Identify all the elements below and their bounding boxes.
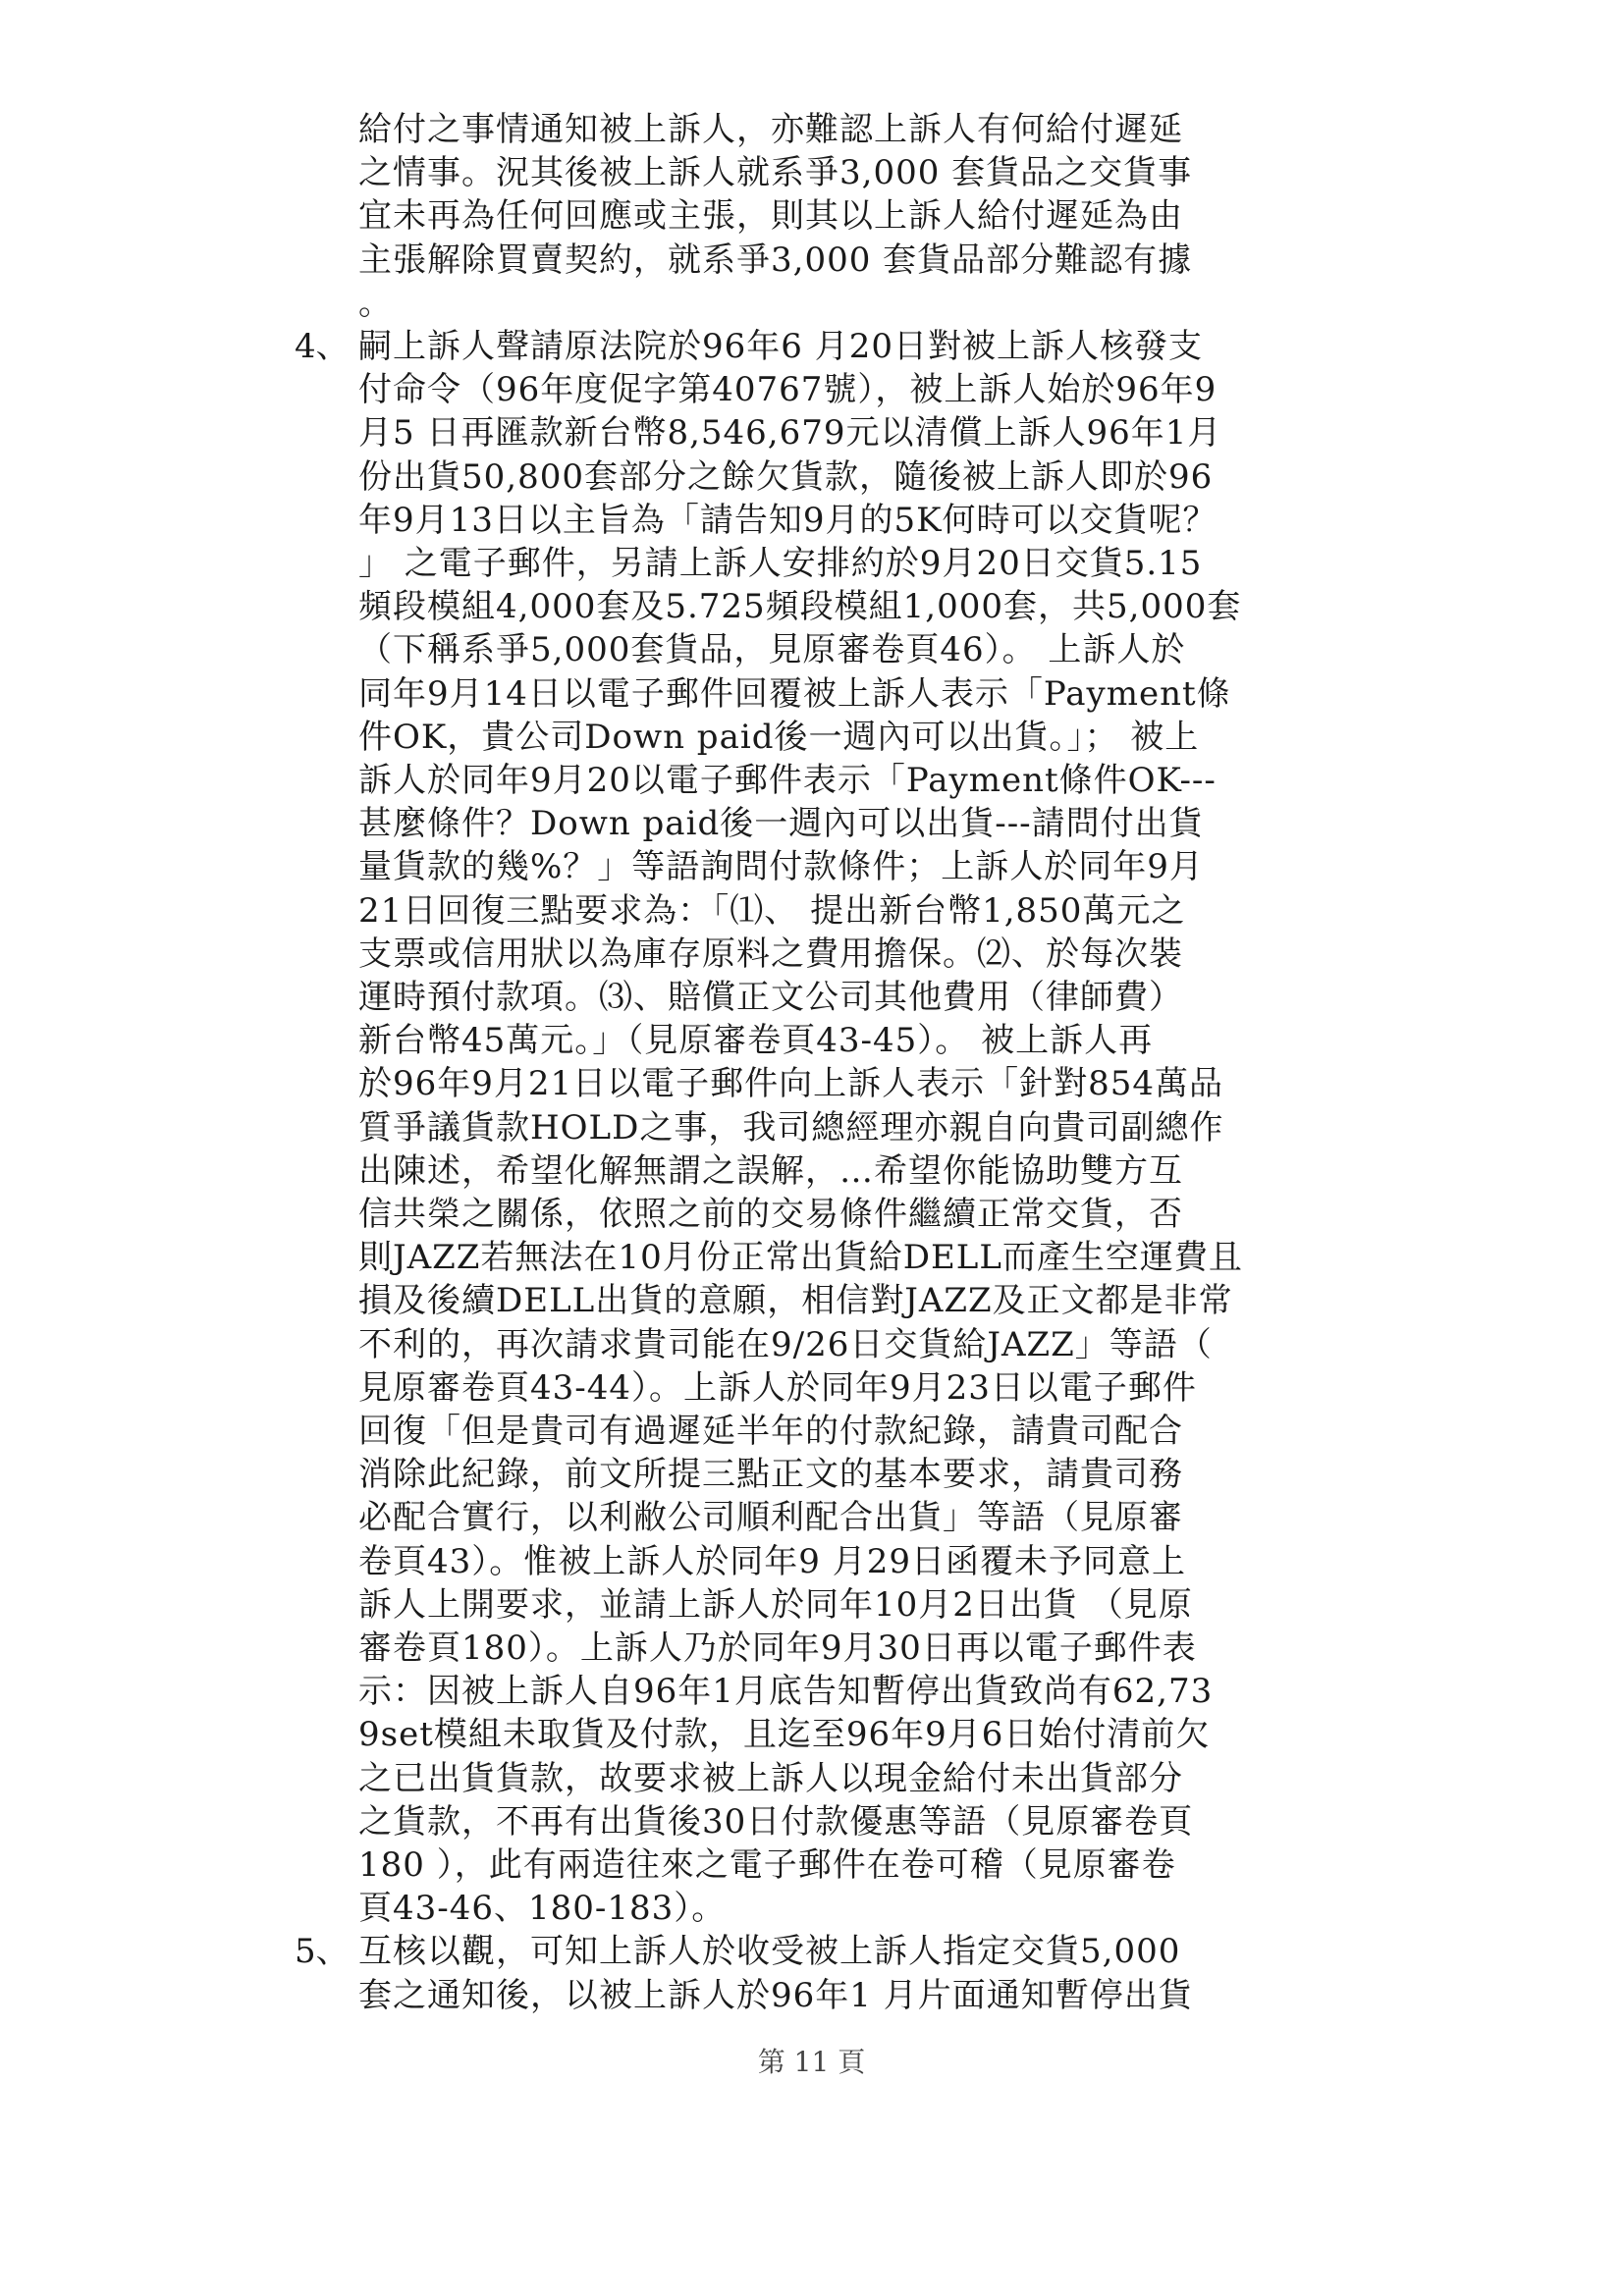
- text-line: 不利的，再次請求貴司能在9/26日交貨給JAZZ」等語（: [358, 1324, 1213, 1364]
- text-line: 互核以觀，可知上訴人於收受被上訴人指定交貨5,000: [358, 1932, 1181, 1972]
- text-line: 頁43-46、180-183）。: [358, 1889, 727, 1929]
- text-line: 同年9月14日以電子郵件回覆被上訴人表示「Payment條: [358, 673, 1231, 714]
- text-line: 則JAZZ若無法在10月份正常出貨給DELL而產生空運費且: [358, 1238, 1243, 1278]
- text-line: 出陳述，希望化解無謂之誤解，…希望你能協助雙方互: [358, 1150, 1183, 1191]
- text-line: 份出貨50,800套部分之餘欠貨款，隨後被上訴人即於96: [358, 456, 1214, 497]
- text-line: 回復「但是貴司有過遲延半年的付款紀錄，請貴司配合: [358, 1412, 1183, 1451]
- text-line: 運時預付款項。⑶、賠償正文公司其他費用（律師費）: [358, 978, 1183, 1017]
- text-line: 件OK，貴公司Down paid後一週內可以出貨。」； 被上: [358, 717, 1200, 757]
- text-line: 年9月13日以主旨為「請告知9月的5K何時可以交貨呢？: [358, 500, 1217, 540]
- text-line: 甚麼條件？Down paid後一週內可以出貨---請問付出貨: [358, 804, 1204, 844]
- text-line: 於96年9月21日以電子郵件向上訴人表示「針對854萬品: [358, 1064, 1224, 1104]
- text-line: 示：因被上訴人自96年1月底告知暫停出貨致尚有62,73: [358, 1672, 1214, 1712]
- text-line: 給付之事情通知被上訴人，亦難認上訴人有何給付遲延: [358, 110, 1183, 149]
- text-line: 宜未再為任何回應或主張，則其以上訴人給付遲延為由: [358, 196, 1183, 237]
- text-line: 見原審卷頁43-44）。上訴人於同年9月23日以電子郵件: [358, 1367, 1197, 1408]
- text-line: 月5 日再匯款新台幣8,546,679元以清償上訴人96年1月: [358, 413, 1222, 454]
- text-line: 頻段模組4,000套及5.725頻段模組1,000套，共5,000套: [358, 587, 1242, 627]
- text-line: 嗣上訴人聲請原法院於96年6 月20日對被上訴人核發支: [358, 327, 1203, 366]
- text-line: 信共榮之關係，依照之前的交易條件繼續正常交貨，否: [358, 1195, 1183, 1234]
- text-line: 之情事。況其後被上訴人就系爭3,000 套貨品之交貨事: [358, 153, 1193, 193]
- text-line: 審卷頁180）。上訴人乃於同年9月30日再以電子郵件表: [358, 1629, 1197, 1668]
- text-line: 支票或信用狀以為庫存原料之費用擔保。⑵、於每次裝: [358, 934, 1183, 974]
- text-line: 套之通知後，以被上訴人於96年1 月片面通知暫停出貨: [358, 1975, 1193, 2015]
- list-item-number: 5、: [295, 1932, 350, 1972]
- text-line: 質爭議貨款HOLD之事，我司總經理亦親自向貴司副總作: [358, 1107, 1224, 1148]
- text-line: 之已出貨貨款，故要求被上訴人以現金給付未出貨部分: [358, 1758, 1183, 1798]
- text-line: 付命令（96年度促字第40767號），被上訴人始於96年9: [358, 370, 1217, 410]
- page-number: 第 11 頁: [757, 2045, 866, 2078]
- text-line: 21日回復三點要求為：「⑴、 提出新台幣1,850萬元之: [358, 890, 1186, 931]
- text-line: 損及後續DELL出貨的意願，相信對JAZZ及正文都是非常: [358, 1281, 1233, 1321]
- text-line: （下稱系爭5,000套貨品，見原審卷頁46）。 上訴人於: [358, 630, 1186, 670]
- text-line: 主張解除買賣契約，就系爭3,000 套貨品部分難認有據: [358, 240, 1193, 280]
- text-line: 卷頁43）。惟被上訴人於同年9 月29日函覆未予同意上: [358, 1541, 1186, 1581]
- text-line: 消除此紀錄，前文所提三點正文的基本要求，請貴司務: [358, 1455, 1183, 1495]
- list-item-number: 4、: [295, 327, 350, 366]
- text-line: 訴人於同年9月20以電子郵件表示「Payment條件OK---: [358, 761, 1217, 800]
- text-line: 新台幣45萬元。」（見原審卷頁43-45）。 被上訴人再: [358, 1021, 1154, 1061]
- text-line: 必配合實行，以利敝公司順利配合出貨」等語（見原審: [358, 1498, 1183, 1538]
- text-line: 之貨款，不再有出貨後30日付款優惠等語（見原審卷頁: [358, 1801, 1194, 1842]
- text-line: 量貨款的幾%？」等語詢問付款條件；上訴人於同年9月: [358, 847, 1204, 887]
- text-line: 9set模組未取貨及付款，且迄至96年9月6日始付清前欠: [358, 1715, 1211, 1755]
- text-line: 180 ），此有兩造往來之電子郵件在卷可稽（見原審卷: [358, 1845, 1176, 1885]
- text-line: 。: [358, 283, 393, 323]
- text-line: 」 之電子郵件，另請上訴人安排約於9月20日交貨5.15: [358, 544, 1203, 583]
- text-line: 訴人上開要求，並請上訴人於同年10月2日出貨 （見原: [358, 1584, 1193, 1625]
